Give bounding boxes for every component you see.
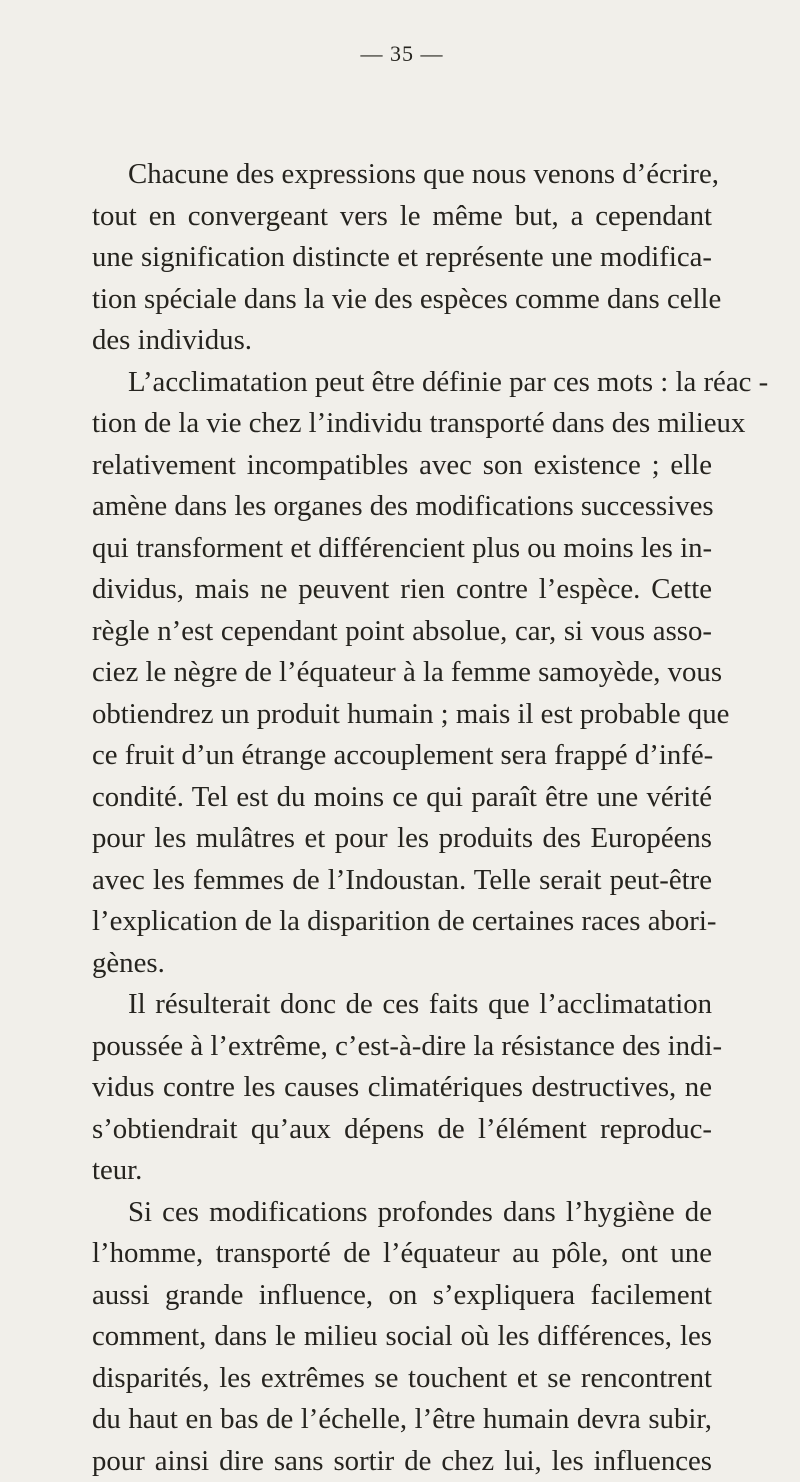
text-line: pour les mulâtres et pour les produits des Européens [92, 818, 712, 860]
text-line: teur. [92, 1150, 712, 1192]
paragraph-3 [92, 984, 712, 1192]
text-line: une signification distincte et représente une modifica- [92, 237, 712, 279]
text-line: relativement incompatibles avec son existence ; elle [92, 445, 712, 487]
text-line: poussée à l’extrême, c’est-à-dire la résistance des indi- [92, 1026, 712, 1068]
text-line: comment, dans le milieu social où les différences, les [92, 1316, 712, 1358]
text-line: pour ainsi dire sans sortir de chez lui, les influences [92, 1441, 712, 1482]
page-number: — 35 — [92, 0, 712, 64]
text-line: tout en convergeant vers le même but, a cependant [92, 196, 712, 238]
text-line: s’obtiendrait qu’aux dépens de l’élément reproduc- [92, 1109, 712, 1151]
text-line: ciez le nègre de l’équateur à la femme samoyède, vous [92, 652, 712, 694]
paragraph-4 [92, 1192, 712, 1482]
text-line: gènes. [92, 943, 712, 985]
text-line: vidus contre les causes climatériques destructives, ne [92, 1067, 712, 1109]
text-line: tion de la vie chez l’individu transporté dans des milieux [92, 403, 712, 445]
text-line: obtiendrez un produit humain ; mais il est probable que [92, 694, 712, 736]
text-line: règle n’est cependant point absolue, car, si vous asso- [92, 611, 712, 653]
body-text [92, 154, 712, 1482]
paragraph-2 [92, 362, 712, 985]
text-line: qui transforment et différencient plus ou moins les in- [92, 528, 712, 570]
text-line: ce fruit d’un étrange accouplement sera frappé d’infé- [92, 735, 712, 777]
text-line: disparités, les extrêmes se touchent et se rencontrent [92, 1358, 712, 1400]
text-line: condité. Tel est du moins ce qui paraît être une vérité [92, 777, 712, 819]
text-line: des individus. [92, 320, 712, 362]
text-line: tion spéciale dans la vie des espèces comme dans celle [92, 279, 712, 321]
text-line: avec les femmes de l’Indoustan. Telle serait peut-être [92, 860, 712, 902]
text-line: Si ces modifications profondes dans l’hygiène de [92, 1192, 712, 1234]
text-line: dividus, mais ne peuvent rien contre l’espèce. Cette [92, 569, 712, 611]
paragraph-1 [92, 154, 712, 362]
text-line: aussi grande influence, on s’expliquera facilement [92, 1275, 712, 1317]
text-line: Chacune des expressions que nous venons d’écrire, [92, 154, 712, 196]
text-line: amène dans les organes des modifications successives [92, 486, 712, 528]
text-line: l’homme, transporté de l’équateur au pôle, ont une [92, 1233, 712, 1275]
text-line: du haut en bas de l’échelle, l’être humain devra subir, [92, 1399, 712, 1441]
text-line: l’explication de la disparition de certaines races abori- [92, 901, 712, 943]
text-line: Il résulterait donc de ces faits que l’acclimatation [92, 984, 712, 1026]
text-line: L’acclimatation peut être définie par ces mots : la réac - [92, 362, 712, 404]
